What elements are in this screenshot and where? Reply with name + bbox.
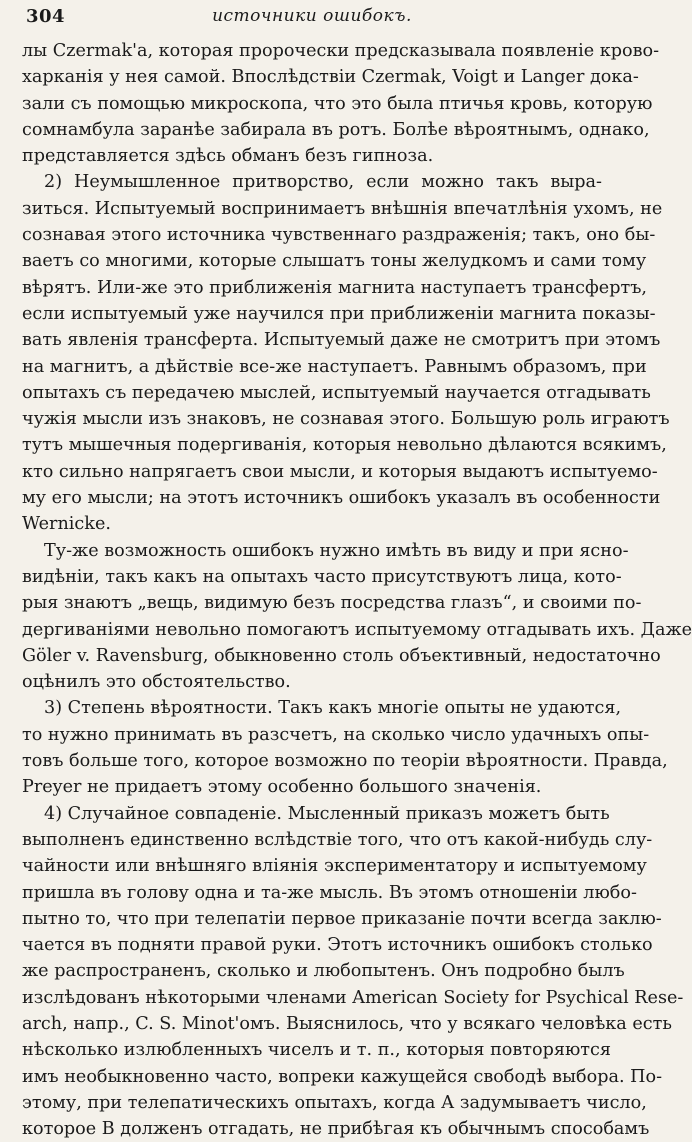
text-line: вать явленія трансферта. Испытуемый даже не смотритъ при этомъ — [22, 330, 661, 351]
text-line: сомнамбула заранѣе забирала въ ротъ. Болѣе вѣроятнымъ, однако, — [22, 119, 650, 140]
text-line: зиться. Испытуемый воспринимаетъ внѣшнія впечатлѣнія ухомъ, не — [22, 198, 663, 219]
text-line: чается въ подняти правой руки. Этотъ источникъ ошибокъ столько — [22, 935, 653, 956]
text-line: оцѣнилъ это обстоятельство. — [22, 672, 291, 693]
text-line: Göler v. Ravensburg, обыкновенно столь объективный, недостаточно — [22, 645, 661, 666]
text-line: 3) Степень вѣроятности. Такъ какъ многіе опыты не удаются, — [44, 698, 622, 719]
text-line: рыя знаютъ „вещь, видимую безъ посредства глазъ“, и своими по- — [22, 593, 642, 614]
text-line: лы Czermak'a, которая пророчески предсказывала появленіе крово- — [22, 41, 660, 61]
page-header — [22, 4, 602, 32]
text-line: харканія у нея самой. Впослѣдствіи Czermak, Voigt и Langer дока- — [22, 67, 639, 88]
text-line: пришла въ голову одна и та-же мысль. Въ этомъ отношеніи любо- — [22, 882, 637, 903]
text-line: которое В долженъ отгадать, не прибѣгая къ обычнымъ способамъ — [22, 1119, 650, 1140]
text-line: видѣніи, такъ какъ на опытахъ часто присутствуютъ лица, кото- — [22, 566, 622, 587]
text-line: опытахъ съ передачею мыслей, испытуемый научается отгадывать — [22, 382, 651, 403]
text-line: пытно то, что при телепатіи первое приказаніе почти всегда заклю- — [22, 908, 662, 929]
text-line: ваетъ со многими, которые слышатъ тоны желудкомъ и сами тому — [22, 251, 647, 272]
body-text — [22, 38, 692, 1142]
text-line: то нужно принимать въ разсчетъ, на сколько число удачныхъ опы- — [22, 724, 650, 745]
text-line: му его мысли; на этотъ источникъ ошибокъ указалъ въ особенности — [22, 488, 661, 509]
text-line: сознавая этого источника чувственнаго раздраженія; такъ, оно бы- — [22, 225, 656, 246]
text-line: изслѣдованъ нѣкоторыми членами American Society for Psychical Rese- — [22, 987, 684, 1008]
text-line: Preyer не придаетъ этому особенно большого значенія. — [22, 777, 542, 798]
text-line: этому, при телепатическихъ опытахъ, когда А задумываетъ число, — [22, 1092, 647, 1113]
text-line: представляется здѣсь обманъ безъ гипноза. — [22, 146, 434, 167]
text-line: зали съ помощью микроскопа, что это была птичья кровь, которую — [22, 93, 653, 114]
text-line: Ту-же возможность ошибокъ нужно имѣть въ виду и при ясно- — [44, 540, 629, 561]
running-title: источники ошибокъ. — [212, 6, 412, 26]
text-line: же распространенъ, сколько и любопытенъ. Онъ подробно былъ — [22, 961, 625, 982]
text-line: 4) Случайное совпаденіе. Мысленный приказъ можетъ быть — [44, 803, 610, 824]
text-line: если испытуемый уже научился при приближеніи магнита показы- — [22, 303, 656, 324]
text-line: кто сильно напрягаетъ свои мысли, и которыя выдаютъ испытуемо- — [22, 461, 658, 482]
text-line: вѣрятъ. Или-же это приближенія магнита наступаетъ трансфертъ, — [22, 277, 647, 298]
text-line: чужія мысли изъ знаковъ, не сознавая этого. Большую роль играютъ — [22, 409, 670, 430]
text-line: товъ больше того, которое возможно по теоріи вѣроятности. Правда, — [22, 751, 668, 772]
text-line: Wernicke. — [22, 514, 111, 535]
text-line: чайности или внѣшняго вліянія экспериментатору и испытуемому — [22, 856, 647, 877]
text-line: нѣсколько излюбленныхъ чиселъ и т. п., которыя повторяются — [22, 1040, 611, 1061]
text-line: выполненъ единственно вслѣдствіе того, что отъ какой-нибудь слу- — [22, 829, 653, 850]
text-line: имъ необыкновенно часто, вопреки кажущейся свободѣ выбора. По- — [22, 1066, 663, 1087]
text-line: тутъ мышечныя подергиванія, которыя невольно дѣлаются всякимъ, — [22, 435, 667, 456]
text-line: дергиваніями невольно помогаютъ испытуемому отгадывать ихъ. Даже — [22, 619, 692, 640]
text-line: arch, напр., C. S. Minot'омъ. Выяснилось, что у всякаго человѣка есть — [22, 1013, 672, 1034]
text-line: 2) Неумышленное притворство, если можно такъ выра- — [44, 172, 602, 193]
text-line: на магнитъ, а дѣйствіе все-же наступаетъ. Равнымъ образомъ, при — [22, 356, 647, 377]
page-number: 304 — [26, 6, 66, 27]
